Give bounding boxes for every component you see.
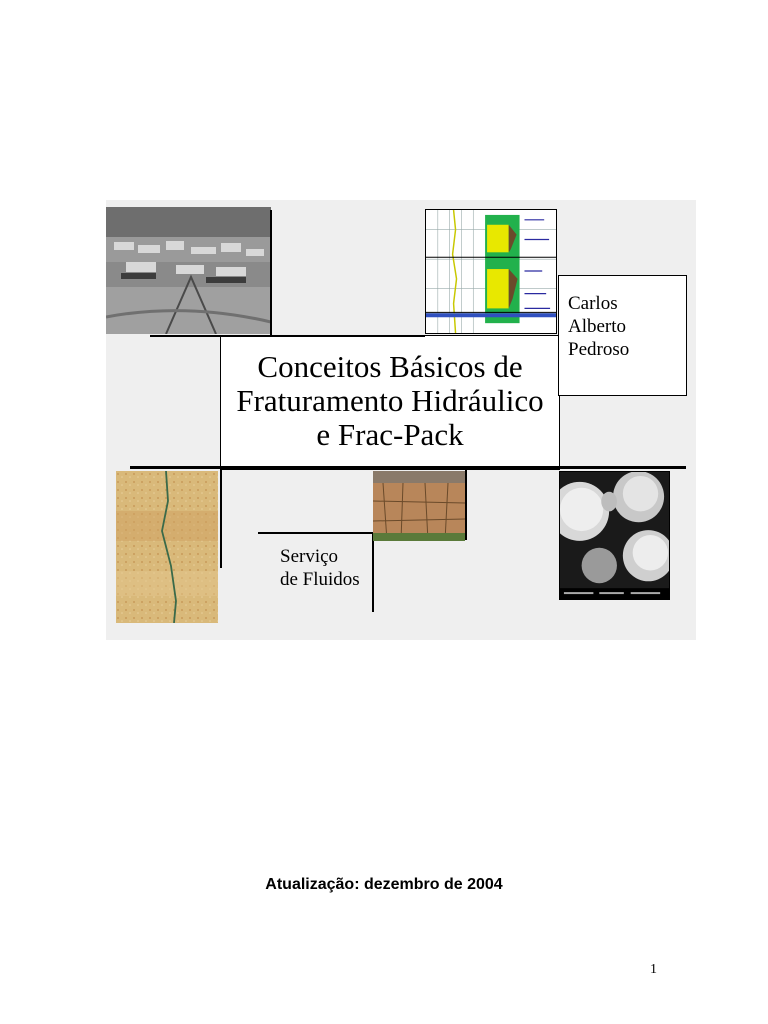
author-name bbox=[568, 292, 629, 361]
page-number: 1 bbox=[650, 962, 657, 977]
top-frame-line bbox=[150, 335, 425, 337]
author-middle-name: Alberto bbox=[568, 316, 627, 337]
rock-outcrop-photo bbox=[373, 471, 465, 541]
update-date: Atualização: dezembro de 2004 bbox=[265, 876, 503, 893]
rock-photo-right-line bbox=[465, 468, 467, 540]
service-right-line bbox=[372, 532, 374, 612]
author-last-name: Pedroso bbox=[568, 339, 630, 360]
title-line-3: e Frac-Pack bbox=[316, 417, 464, 452]
document-title bbox=[222, 350, 558, 452]
frac-site-aerial-photo bbox=[106, 207, 271, 334]
service-label bbox=[280, 545, 360, 591]
service-line-1: Serviço bbox=[280, 546, 339, 567]
author-first-name: Carlos bbox=[568, 293, 618, 314]
left-vertical-line bbox=[220, 468, 222, 568]
service-line-2: de Fluidos bbox=[280, 569, 360, 590]
middle-frame-line bbox=[130, 466, 686, 469]
title-line-1: Conceitos Básicos de bbox=[257, 349, 523, 384]
fractured-core-photo bbox=[116, 471, 218, 623]
well-log-chart-image bbox=[425, 209, 557, 334]
title-line-2: Fraturamento Hidráulico bbox=[236, 383, 544, 418]
proppant-sem-photo bbox=[559, 471, 670, 600]
service-top-line bbox=[258, 532, 373, 534]
top-left-vertical-line bbox=[270, 210, 272, 336]
